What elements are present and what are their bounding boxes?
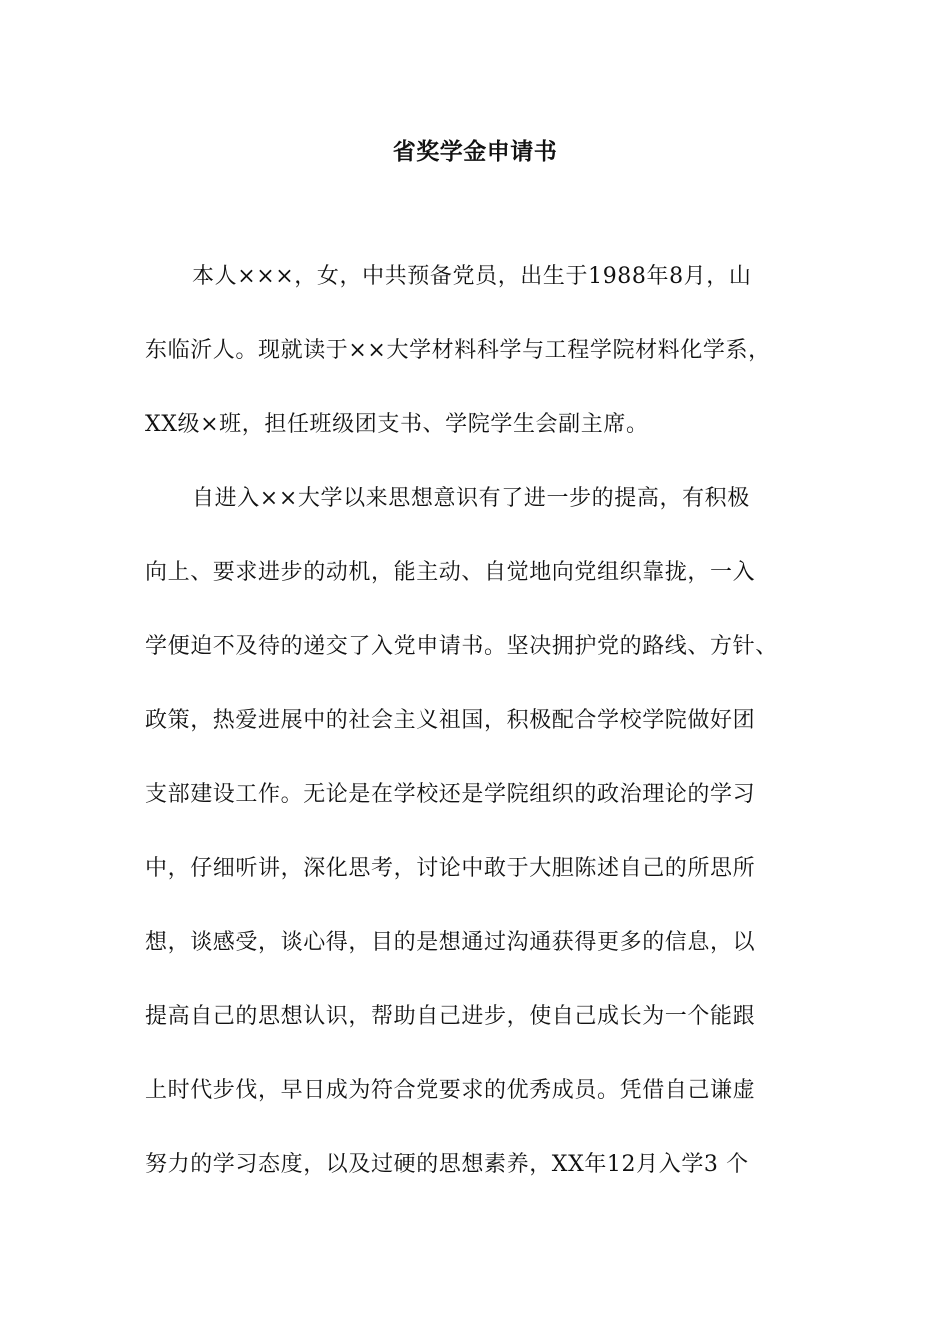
paragraph-2-line-9: 上时代步伐，早日成为符合党要求的优秀成员。凭借自己谦虚 (145, 1078, 756, 1103)
paragraph-2-line-5: 支部建设工作。无论是在学校还是学院组织的政治理论的学习 (145, 782, 756, 807)
document-title: 省奖学金申请书 (392, 139, 558, 165)
paragraph-2-line-7: 想，谈感受，谈心得，目的是想通过沟通获得更多的信息，以 (145, 930, 756, 955)
paragraph-2-line-8: 提高自己的思想认识，帮助自己进步，使自己成长为一个能跟 (145, 1004, 756, 1029)
paragraph-2-line-1: 自进入××大学以来思想意识有了进一步的提高，有积极 (192, 486, 750, 511)
paragraph-2-line-2: 向上、要求进步的动机，能主动、自觉地向党组织靠拢，一入 (145, 560, 756, 585)
paragraph-2-line-3: 学便迫不及待的递交了入党申请书。坚决拥护党的路线、方针、 (145, 634, 778, 659)
paragraph-2-line-6: 中，仔细听讲，深化思考，讨论中敢于大胆陈述自己的所思所 (145, 856, 756, 881)
paragraph-1-line-3: XX级×班，担任班级团支书、学院学生会副主席。 (145, 412, 649, 437)
paragraph-2-line-4: 政策，热爱进展中的社会主义祖国，积极配合学校学院做好团 (145, 708, 756, 733)
paragraph-1-line-2: 东临沂人。现就读于××大学材料科学与工程学院材料化学系， (145, 338, 771, 363)
paragraph-2-line-10: 努力的学习态度，以及过硬的思想素养，XX年12月入学3 个 (145, 1152, 749, 1177)
paragraph-1-line-1: 本人×××，女，中共预备党员，出生于1988年8月，山 (192, 264, 752, 289)
